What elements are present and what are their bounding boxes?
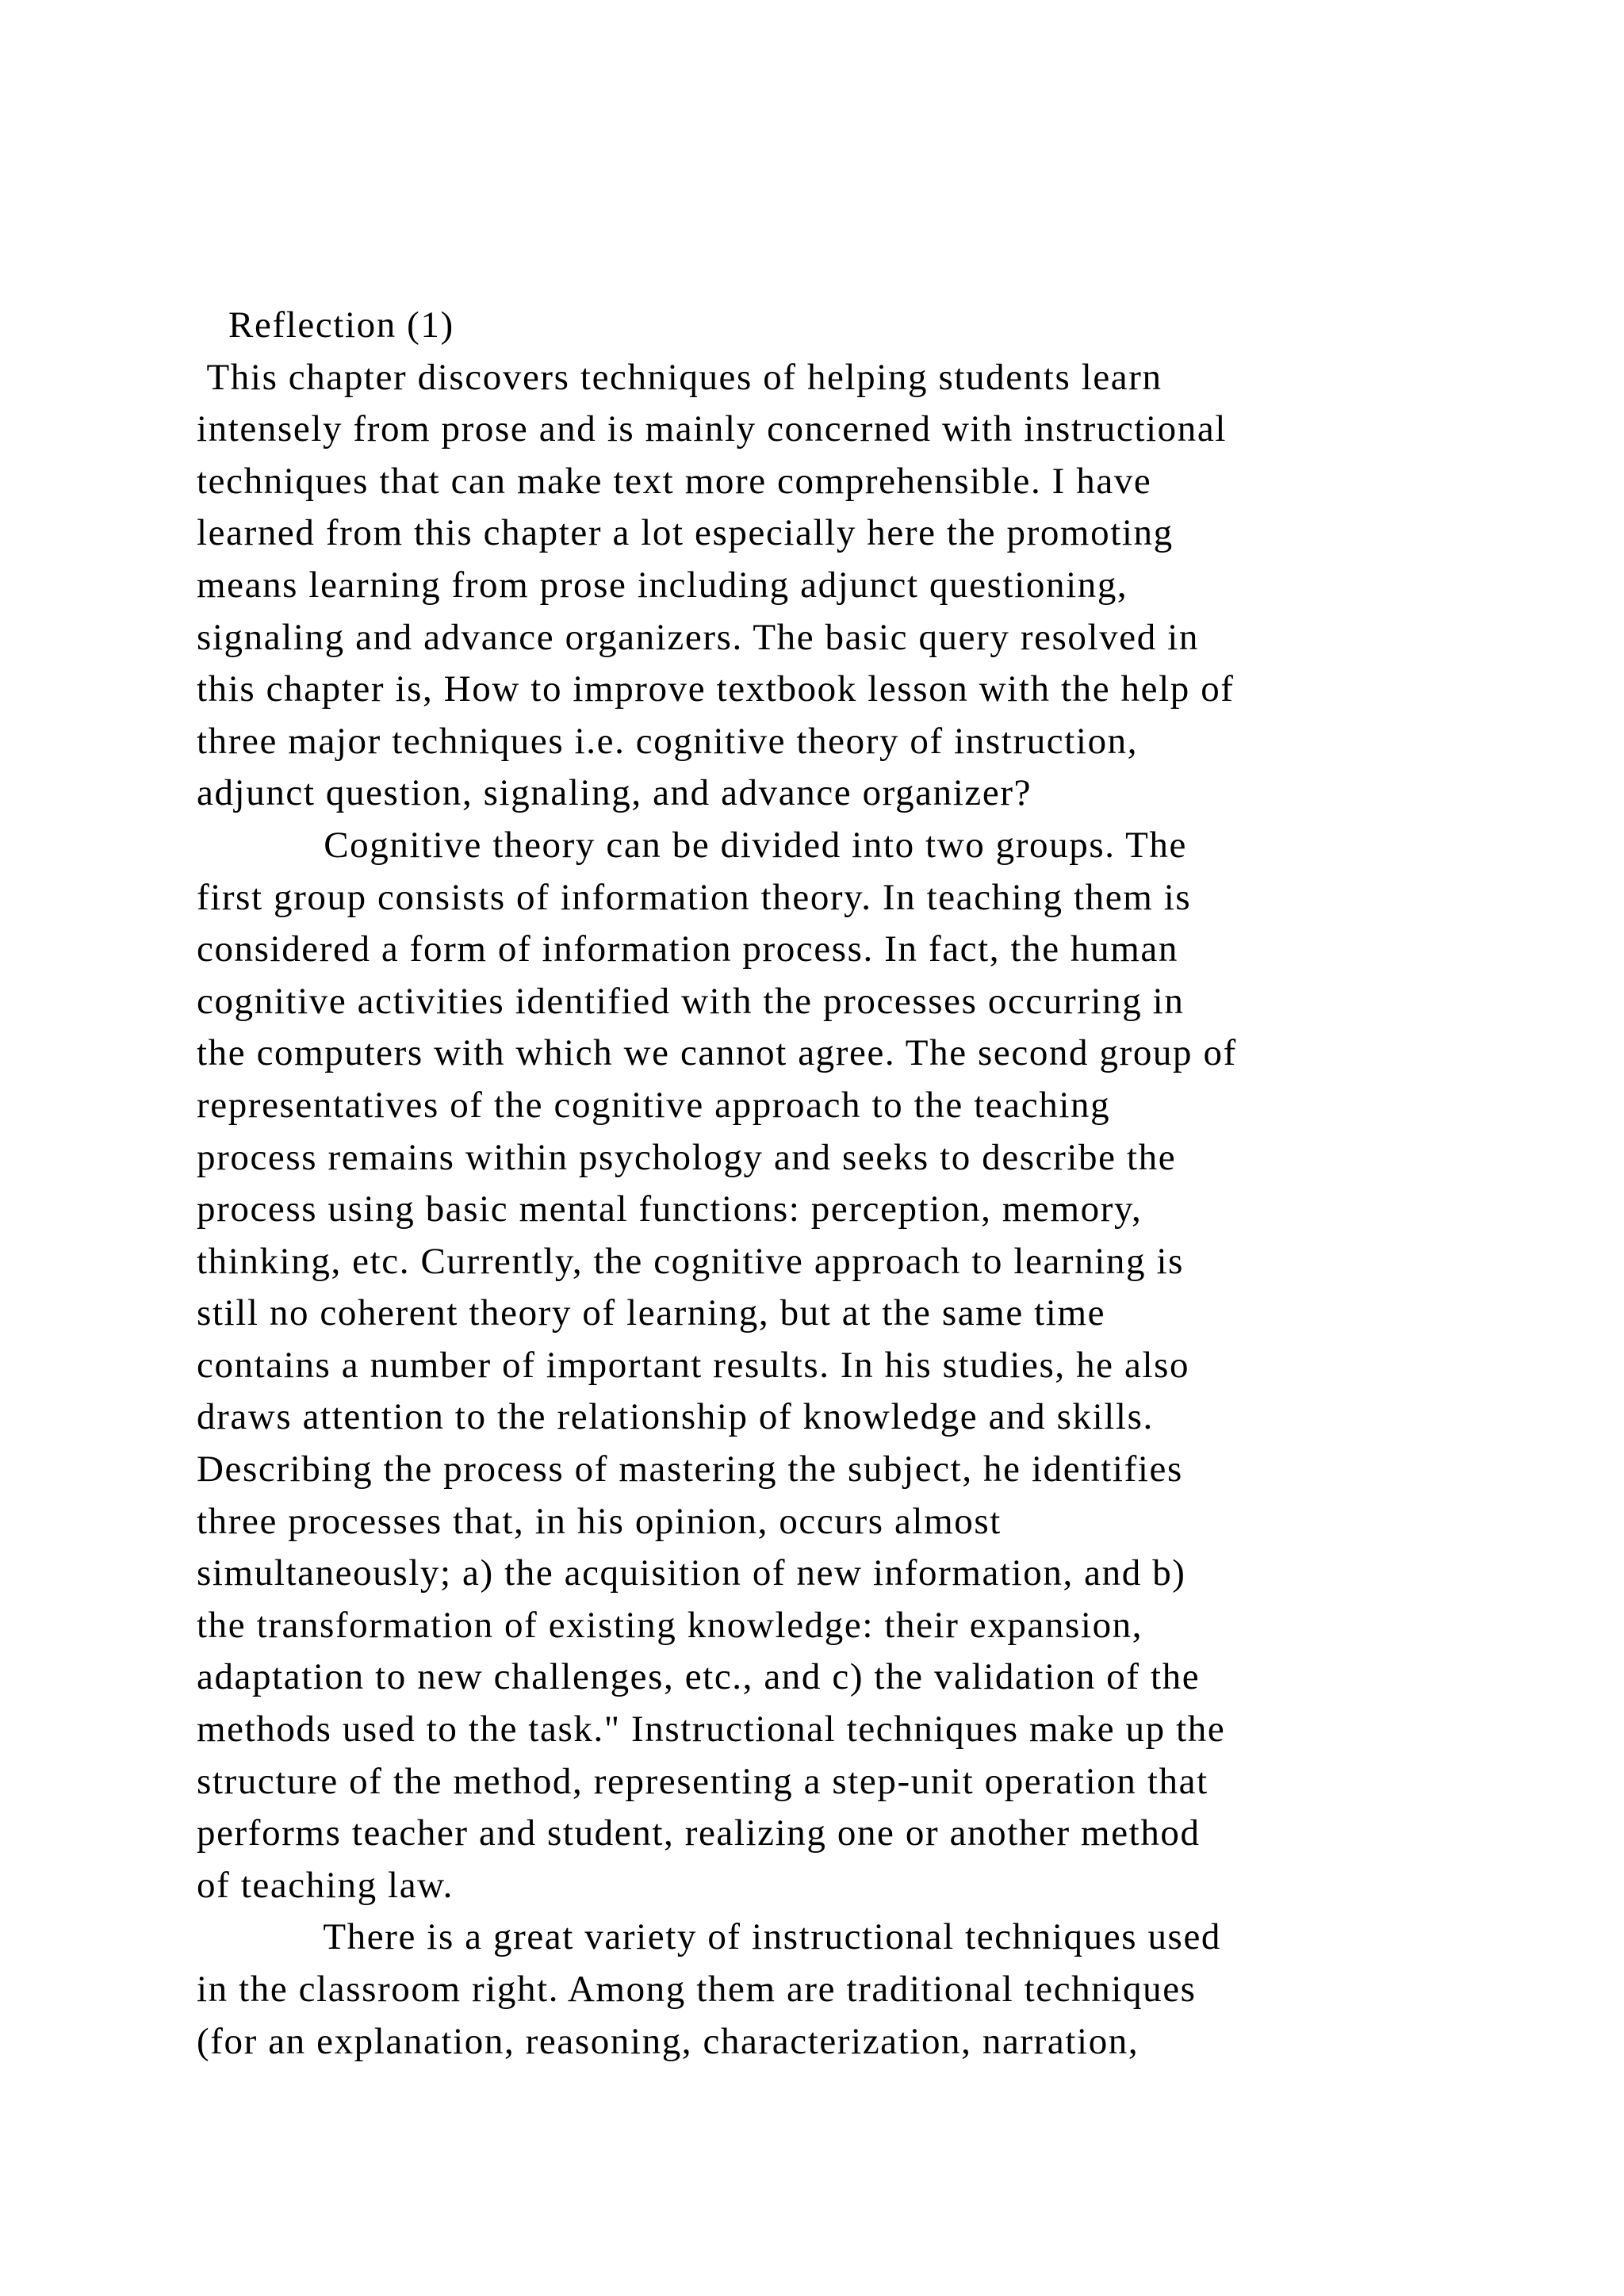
text-line: first group consists of information theory. In teaching them is <box>197 876 1192 918</box>
text-line: of teaching law. <box>197 1864 454 1906</box>
text-line: still no coherent theory of learning, but at the same time <box>197 1292 1106 1334</box>
text-line: the computers with which we cannot agree. The second group of <box>197 1032 1237 1074</box>
text-line: means learning from prose including adjunct questioning, <box>197 564 1128 606</box>
text-line: representatives of the cognitive approach to the teaching <box>197 1084 1111 1126</box>
text-line: in the classroom right. Among them are traditional techniques <box>197 1969 1197 2010</box>
text-line: (for an explanation, reasoning, characterization, narration, <box>197 2020 1139 2062</box>
text-line: three processes that, in his opinion, occurs almost <box>197 1500 1002 1542</box>
text-line: performs teacher and student, realizing one or another method <box>197 1812 1201 1854</box>
text-line: Describing the process of mastering the subject, he identifies <box>197 1448 1183 1490</box>
heading-reflection: Reflection (1) <box>197 304 454 346</box>
text-line: process remains within psychology and seeks to describe the <box>197 1136 1177 1178</box>
text-line: learned from this chapter a lot especially here the promoting <box>197 512 1174 554</box>
text-line: contains a number of important results. In his studies, he also <box>197 1344 1190 1386</box>
text-line: structure of the method, representing a step-unit operation that <box>197 1760 1208 1802</box>
text-line: techniques that can make text more comprehensible. I have <box>197 460 1152 502</box>
text-line: draws attention to the relationship of knowledge and skills. <box>197 1396 1154 1438</box>
text-line: three major techniques i.e. cognitive theory of instruction, <box>197 720 1139 762</box>
text-line: considered a form of information process. In fact, the human <box>197 928 1178 970</box>
text-line: the transformation of existing knowledge: their expansion, <box>197 1604 1143 1646</box>
text-line: intensely from prose and is mainly concerned with instructional <box>197 408 1228 450</box>
text-line: thinking, etc. Currently, the cognitive approach to learning is <box>197 1240 1185 1282</box>
text-line: cognitive activities identified with the processes occurring in <box>197 980 1185 1022</box>
text-line: adjunct question, signaling, and advance organizer? <box>197 772 1032 814</box>
text-line: signaling and advance organizers. The basic query resolved in <box>197 616 1199 658</box>
text-line: There is a great variety of instructional techniques used <box>197 1916 1222 1958</box>
document-body <box>197 300 1505 2068</box>
text-line: methods used to the task." Instructional techniques make up the <box>197 1709 1226 1751</box>
text-line: Cognitive theory can be divided into two groups. The <box>197 824 1187 866</box>
text-line: process using basic mental functions: perception, memory, <box>197 1188 1143 1230</box>
text-line: simultaneously; a) the acquisition of new information, and b) <box>197 1552 1186 1594</box>
text-line: This chapter discovers techniques of helping students learn <box>197 356 1162 398</box>
text-line: this chapter is, How to improve textbook lesson with the help of <box>197 668 1235 710</box>
text-line: adaptation to new challenges, etc., and c) the validation of the <box>197 1656 1201 1698</box>
